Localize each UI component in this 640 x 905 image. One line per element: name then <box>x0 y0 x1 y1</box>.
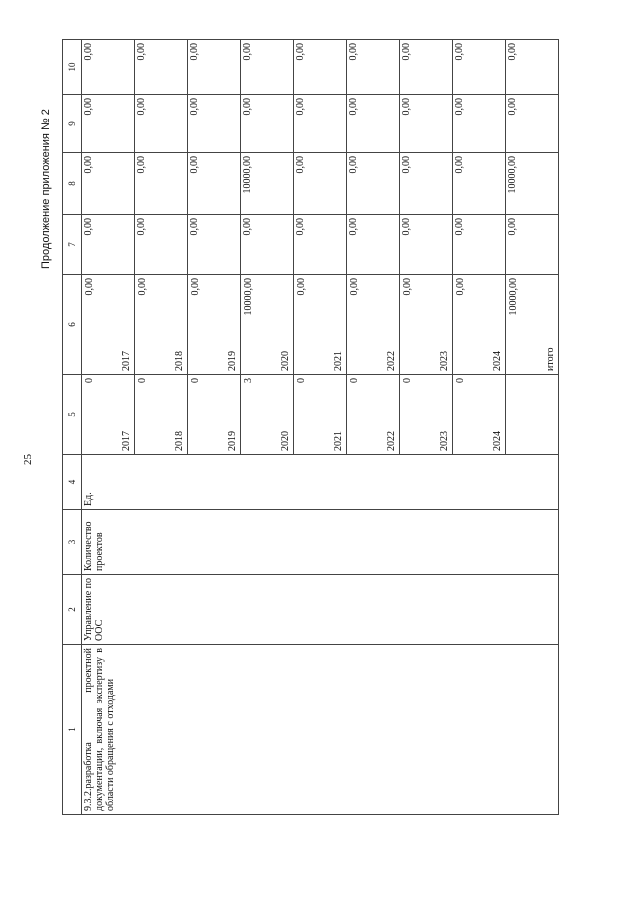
indicator-year-cell <box>135 375 188 455</box>
year-value: 0,00 <box>137 278 148 296</box>
header-cell: 7 <box>63 215 82 275</box>
header-cell: 5 <box>63 375 82 455</box>
header-cell: 9 <box>63 95 82 153</box>
funding-total-cell <box>135 275 188 375</box>
year-value: 0,00 <box>402 278 413 296</box>
year-value: 0,00 <box>84 278 95 296</box>
year-value: 0 <box>349 378 360 383</box>
funding-cell: 0,00 <box>188 215 241 275</box>
year-label: 2024 <box>492 431 503 451</box>
funding-cell: 0,00 <box>400 215 453 275</box>
funding-total-cell <box>400 275 453 375</box>
year-value: 3 <box>243 378 254 383</box>
department-cell: Управление по ООС <box>82 575 559 645</box>
funding-cell: 0,00 <box>241 215 294 275</box>
year-label: 2023 <box>439 351 450 371</box>
funding-cell: 0,00 <box>82 95 135 153</box>
funding-cell: 0,00 <box>188 95 241 153</box>
header-cell: 8 <box>63 153 82 215</box>
year-value: 0,00 <box>349 278 360 296</box>
year-value: 0 <box>296 378 307 383</box>
total-funding-cell: 0,00 <box>506 40 559 95</box>
funding-cell: 0,00 <box>135 215 188 275</box>
activity-name: 9.3.2.разработка проектной документации, включая экспертизу в области обращения с отходами <box>82 645 559 815</box>
funding-cell: 0,00 <box>82 153 135 215</box>
header-cell: 3 <box>63 510 82 575</box>
funding-cell: 0,00 <box>400 95 453 153</box>
year-label: 2022 <box>386 431 397 451</box>
funding-cell: 0,00 <box>453 215 506 275</box>
indicator-year-cell <box>400 375 453 455</box>
year-label: 2017 <box>121 351 132 371</box>
funding-total-cell <box>82 275 135 375</box>
indicator-cell: Количество проектов <box>82 510 559 575</box>
funding-cell: 0,00 <box>400 153 453 215</box>
page-number: 25 <box>22 454 34 465</box>
funding-cell: 0,00 <box>453 153 506 215</box>
total-funding-cell: 10000,00 <box>506 153 559 215</box>
funding-cell: 0,00 <box>294 153 347 215</box>
funding-cell: 0,00 <box>82 40 135 95</box>
funding-cell: 0,00 <box>188 40 241 95</box>
funding-cell: 0,00 <box>241 40 294 95</box>
empty-cell <box>506 375 559 455</box>
year-label: 2019 <box>227 351 238 371</box>
year-label: 2020 <box>280 351 291 371</box>
funding-cell: 0,00 <box>135 95 188 153</box>
funding-cell: 0,00 <box>188 153 241 215</box>
year-value: 0,00 <box>190 278 201 296</box>
funding-cell: 10000,00 <box>241 153 294 215</box>
year-value: 10000,00 <box>243 278 254 316</box>
funding-total-cell <box>294 275 347 375</box>
header-cell: 2 <box>63 575 82 645</box>
year-value: 0 <box>402 378 413 383</box>
header-cell: 4 <box>63 455 82 510</box>
unit-cell: Ед. <box>82 455 559 510</box>
year-label: 2022 <box>386 351 397 371</box>
indicator-year-cell <box>294 375 347 455</box>
year-value: 0 <box>137 378 148 383</box>
year-value: 0 <box>190 378 201 383</box>
funding-total-cell <box>453 275 506 375</box>
continuation-title: Продолжение приложения № 2 <box>40 109 52 269</box>
funding-cell: 0,00 <box>347 40 400 95</box>
year-value: 0,00 <box>296 278 307 296</box>
program-table <box>62 39 559 815</box>
funding-cell: 0,00 <box>294 40 347 95</box>
funding-cell: 0,00 <box>294 215 347 275</box>
indicator-year-cell <box>347 375 400 455</box>
funding-cell: 0,00 <box>135 40 188 95</box>
total-funding-cell: 0,00 <box>506 215 559 275</box>
year-value: 10000,00 <box>508 278 519 316</box>
indicator-year-cell <box>241 375 294 455</box>
funding-total-cell <box>188 275 241 375</box>
total-cell <box>506 275 559 375</box>
funding-cell: 0,00 <box>347 153 400 215</box>
funding-cell: 0,00 <box>347 95 400 153</box>
header-cell: 1 <box>63 645 82 815</box>
year-label: 2018 <box>174 431 185 451</box>
year-label: 2020 <box>280 431 291 451</box>
year-value: 0 <box>455 378 466 383</box>
year-label: 2021 <box>333 351 344 371</box>
header-cell: 10 <box>63 40 82 95</box>
year-value: 0,00 <box>455 278 466 296</box>
year-label: 2017 <box>121 431 132 451</box>
header-row <box>63 40 82 815</box>
funding-cell: 0,00 <box>294 95 347 153</box>
year-label: 2019 <box>227 431 238 451</box>
total-funding-cell: 0,00 <box>506 95 559 153</box>
year-label: 2021 <box>333 431 344 451</box>
funding-cell: 0,00 <box>453 40 506 95</box>
funding-cell: 0,00 <box>347 215 400 275</box>
year-label: 2018 <box>174 351 185 371</box>
funding-cell: 0,00 <box>453 95 506 153</box>
year-label: 2024 <box>492 351 503 371</box>
funding-cell: 0,00 <box>400 40 453 95</box>
year-label: итого <box>545 347 556 371</box>
header-cell: 6 <box>63 275 82 375</box>
year-label: 2023 <box>439 431 450 451</box>
indicator-year-cell <box>453 375 506 455</box>
funding-cell: 0,00 <box>241 95 294 153</box>
funding-total-cell <box>347 275 400 375</box>
table-row <box>82 40 135 815</box>
indicator-year-cell <box>82 375 135 455</box>
indicator-year-cell <box>188 375 241 455</box>
funding-cell: 0,00 <box>82 215 135 275</box>
year-value: 0 <box>84 378 95 383</box>
funding-cell: 0,00 <box>135 153 188 215</box>
funding-total-cell <box>241 275 294 375</box>
